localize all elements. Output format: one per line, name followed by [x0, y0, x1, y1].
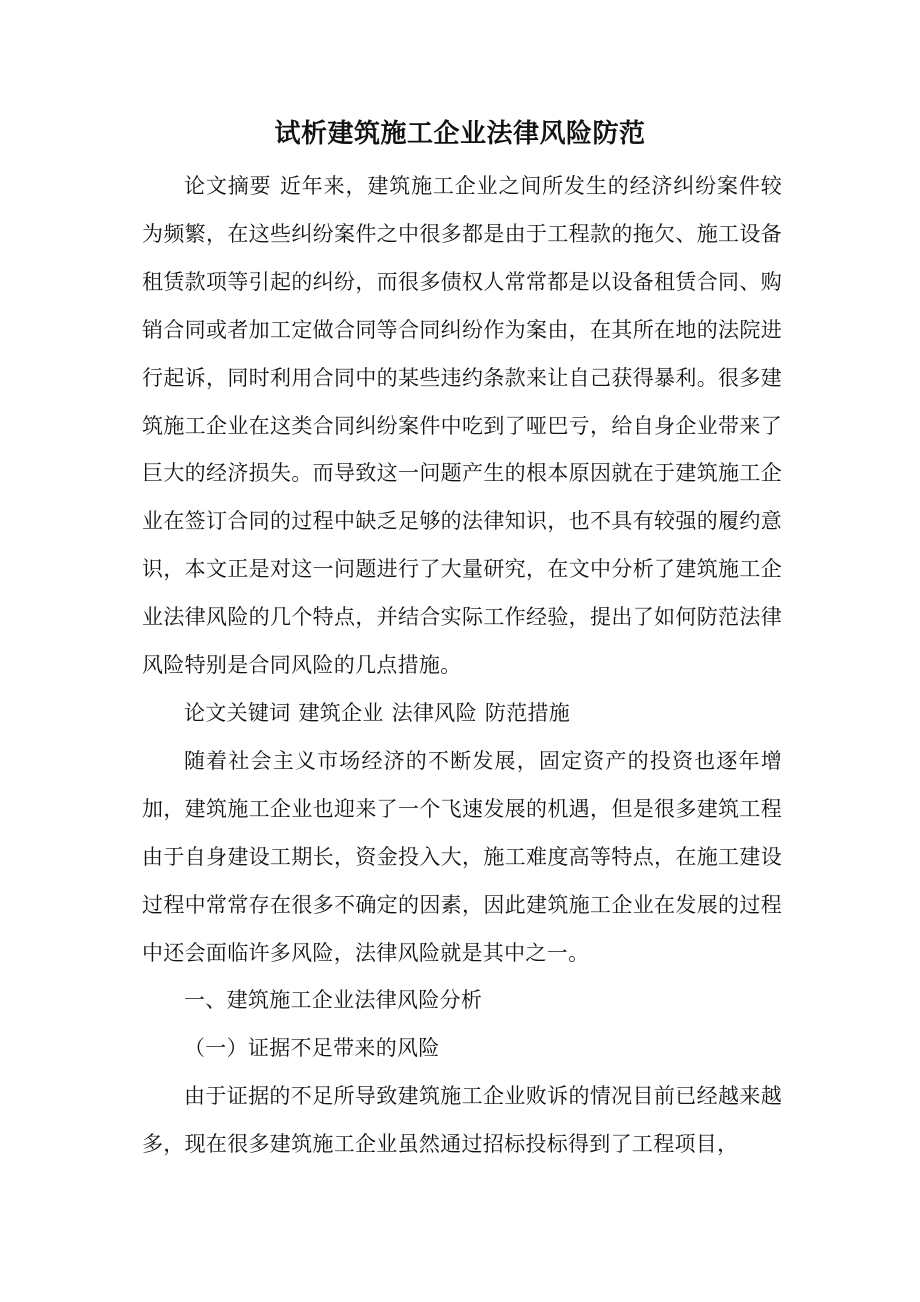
abstract-paragraph: [142, 163, 782, 690]
keywords-paragraph: [142, 690, 782, 738]
keyword-item: 法律风险: [391, 700, 477, 725]
subsection-heading: （一）证据不足带来的风险: [184, 1036, 440, 1061]
intro-paragraph: 随着社会主义市场经济的不断发展，固定资产的投资也逐年增加，建筑施工企业也迎来了一个飞速发展的机遇，但是很多建筑工程由于自身建设工期长，资金投入大，施工难度高等特点，在施工建设过程中常常存在很多不确定的因素，因此建筑施工企业在发展的过程中还会面临许多风险，法律风险就是其中之一。: [142, 748, 782, 965]
document-body: [142, 163, 782, 1169]
keywords-label: 论文关键词: [184, 700, 291, 725]
section-heading: 一、建筑施工企业法律风险分析: [184, 988, 483, 1013]
abstract-label: 论文摘要: [184, 174, 272, 198]
subsection-paragraph: 由于证据的不足所导致建筑施工企业败诉的情况目前已经越来越多，现在很多建筑施工企业虽然通过招标投标得到了工程项目，: [142, 1084, 782, 1157]
keyword-item: 防范措施: [484, 700, 571, 725]
abstract-text: 近年来，建筑施工企业之间所发生的经济纠纷案件较为频繁，在这些纠纷案件之中很多都是由于工程款的拖欠、施工设备租赁款项等引起的纠纷，而很多债权人常常都是以设备租赁合同、购销合同或者加工定做合同等合同纠纷作为案由，在其所在地的法院进行起诉，同时利用合同中的某些违约条款来让自己获得暴利。很多建筑施工企业在这类合同纠纷案件中吃到了哑巴亏，给自身企业带来了巨大的经济损失。而导致这一问题产生的根本原因就在于建筑施工企业在签订合同的过程中缺乏足够的法律知识，也不具有较强的履约意识，本文正是对这一问题进行了大量研究，在文中分析了建筑施工企业法律风险的几个特点，并结合实际工作经验，提出了如何防范法律风险特别是合同风险的几点措施。: [142, 174, 782, 678]
keyword-item: 建筑企业: [298, 700, 384, 725]
document-title: 试析建筑施工企业法律风险防范: [274, 119, 646, 149]
